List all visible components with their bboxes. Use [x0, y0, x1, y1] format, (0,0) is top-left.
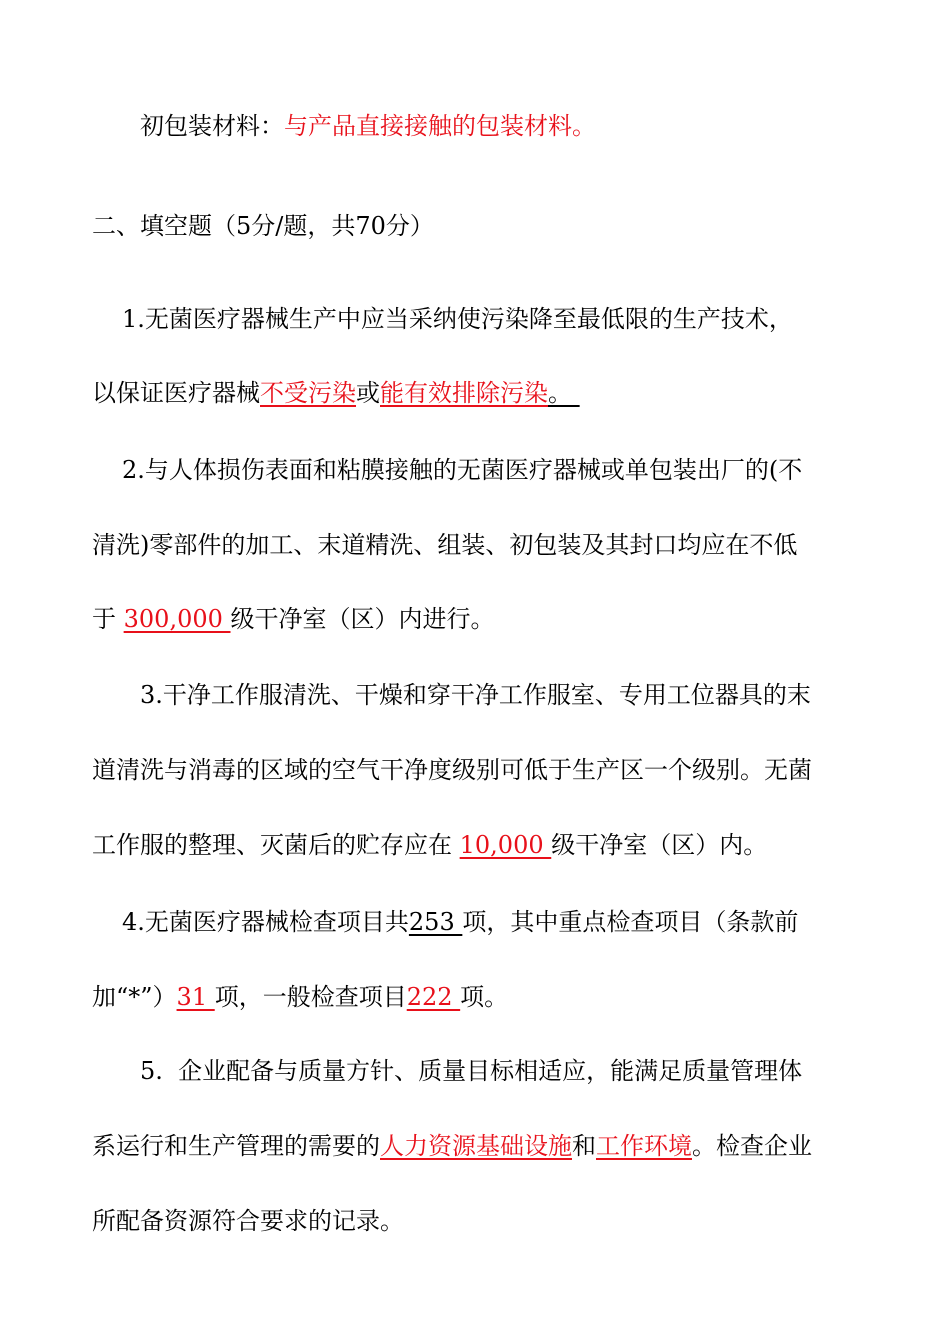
q3-answer-1: 10,000 [459, 831, 552, 859]
q4-line-1 [122, 907, 798, 937]
q1-line-2 [92, 378, 580, 408]
definition-term: 初包装材料： [140, 112, 284, 140]
q3-line-3 [92, 830, 767, 860]
q5-answer-1: 人力资源基础设施 [380, 1132, 572, 1160]
q2-answer-1: 300,000 [123, 605, 231, 633]
q1-answer-1: 不受污染 [260, 379, 356, 407]
q5-text: 系运行和生产管理的需要的 [92, 1132, 380, 1160]
q1-text-mid: 或 [356, 379, 380, 407]
q1-line-1: 1.无菌医疗器械生产中应当采纳使污染降至最低限的生产技术， [122, 305, 793, 333]
q5-line-1: 5. 企业配备与质量方针、质量目标相适应，能满足质量管理体 [140, 1057, 803, 1085]
q2-line-1: 2.与人体损伤表面和粘膜接触的无菌医疗器械或单包装出厂的(不 [122, 456, 803, 484]
q2-text: 于 [92, 605, 124, 633]
q5-line-3: 所配备资源符合要求的记录。 [92, 1207, 404, 1235]
q4-answer-1: 31 [176, 983, 215, 1011]
q4-line-2 [92, 982, 508, 1012]
section-title: 二、填空题（5分/题，共70分） [92, 212, 434, 240]
q5-answer-2: 工作环境 [596, 1132, 692, 1160]
q3-line-1: 3.干净工作服清洗、干燥和穿干净工作服室、专用工位器具的末 [140, 681, 811, 709]
q5-text-mid: 和 [572, 1132, 596, 1160]
q3-text-post: 级干净室（区）内。 [551, 831, 768, 859]
q5-line-2 [92, 1131, 812, 1161]
q2-line-3 [92, 604, 495, 634]
q4-text-post: 项，其中重点检查项目（条款前 [462, 908, 799, 936]
q2-line-2: 清洗)零部件的加工、末道精洗、组装、初包装及其封口均应在不低 [92, 531, 798, 559]
q4-text-mid: 项，一般检查项目 [214, 983, 407, 1011]
q4-text-2: 加“*”） [92, 983, 177, 1011]
definition-answer: 与产品直接接触的包装材料。 [284, 112, 596, 140]
q1-answer-2: 能有效排除污染 [380, 379, 548, 407]
q3-text: 工作服的整理、灭菌后的贮存应在 [92, 831, 460, 859]
q2-text-post: 级干净室（区）内进行。 [230, 605, 495, 633]
q4-text: 4.无菌医疗器械检查项目共 [122, 908, 409, 936]
q5-text-post: 。检查企业 [692, 1132, 812, 1160]
q4-total: 253 [408, 908, 463, 936]
q1-text: 以保证医疗器械 [92, 379, 260, 407]
q1-text-end: 。 [548, 379, 580, 407]
definition-line [140, 111, 596, 141]
q4-answer-2: 222 [406, 983, 461, 1011]
q3-line-2: 道清洗与消毒的区域的空气干净度级别可低于生产区一个级别。无菌 [92, 756, 812, 784]
q4-text-end: 项。 [460, 983, 509, 1011]
